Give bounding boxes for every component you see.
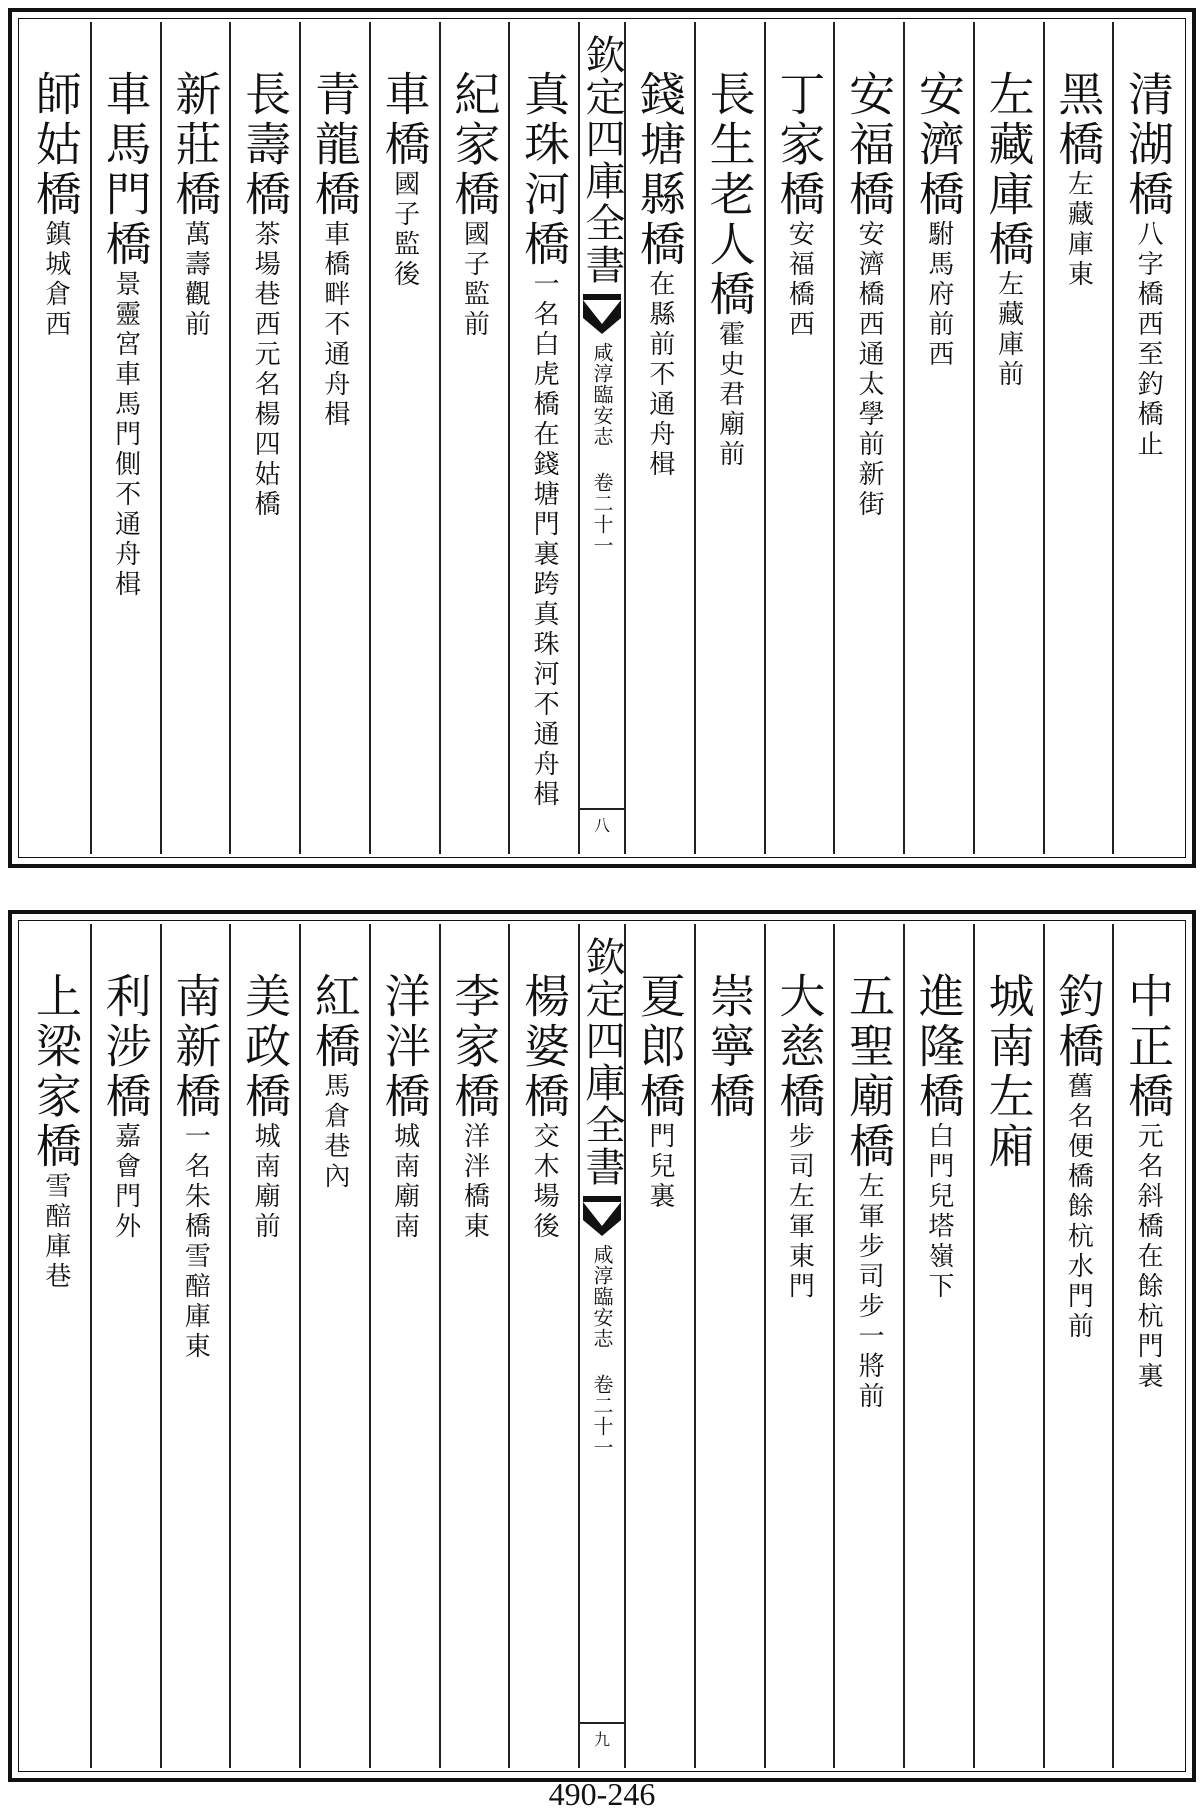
bridge-note: 左藏庫東 (1063, 170, 1094, 290)
center-divider (580, 808, 624, 810)
top-page (8, 8, 1196, 868)
bridge-name: 紅橋 (307, 972, 362, 1072)
bridge-note: 車橋畔不通舟楫 (319, 220, 350, 430)
bridge-name: 清湖橋 (1121, 70, 1176, 220)
center-fold-column (578, 924, 624, 1768)
bottom-page-columns (22, 924, 1182, 1768)
text-column (299, 22, 369, 854)
bridge-name: 車橋 (377, 70, 432, 170)
bridge-name: 車馬門橋 (98, 70, 153, 270)
bridge-note: 安濟橋西通太學前新街 (854, 220, 885, 520)
bridge-entry (238, 70, 293, 520)
center-divider (580, 1722, 624, 1724)
text-column (833, 22, 903, 854)
text-column (624, 924, 694, 1768)
bridge-entry (911, 70, 966, 370)
text-column (624, 22, 694, 854)
volume-label: 咸淳臨安志 卷二十一 (590, 1244, 614, 1458)
bridge-entry (28, 70, 83, 340)
bridge-note: 八字橋西至釣橋止 (1133, 220, 1164, 460)
text-column (22, 22, 90, 854)
bridge-name: 真珠河橋 (517, 70, 572, 270)
bridge-name: 丁家橋 (772, 70, 827, 220)
bridge-note: 城南廟南 (389, 1122, 420, 1242)
page-number: 八 (593, 816, 610, 835)
text-column (903, 22, 973, 854)
bridge-entry (377, 70, 432, 290)
text-column (299, 924, 369, 1768)
text-column (764, 924, 834, 1768)
page-number: 九 (593, 1730, 610, 1749)
text-column (90, 22, 160, 854)
bridge-entry (517, 972, 572, 1242)
bridge-note: 門兒裏 (644, 1122, 675, 1212)
bridge-entry (702, 972, 757, 1122)
bridge-entry (772, 972, 827, 1302)
bridge-entry (98, 70, 153, 600)
bridge-entry (98, 972, 153, 1242)
book-title: 欽定四庫全書 (579, 936, 625, 1188)
bridge-entry (772, 70, 827, 340)
bridge-entry (1121, 70, 1176, 460)
bridge-name: 黑橋 (1051, 70, 1106, 170)
text-column (160, 924, 230, 1768)
text-column (1043, 924, 1113, 1768)
text-column (160, 22, 230, 854)
bridge-name: 安濟橋 (911, 70, 966, 220)
bridge-note: 霍史君廟前 (714, 320, 745, 470)
bridge-note: 駙馬府前西 (923, 220, 954, 370)
text-column (439, 22, 509, 854)
bridge-entry (307, 972, 362, 1192)
text-column (22, 924, 90, 1768)
bridge-note: 馬倉巷內 (319, 1072, 350, 1192)
bridge-name: 夏郎橋 (632, 972, 687, 1122)
bridge-name: 五聖廟橋 (842, 972, 897, 1172)
bridge-name: 崇寧橋 (702, 972, 757, 1122)
bridge-entry (307, 70, 362, 430)
bridge-entry (842, 70, 897, 520)
bridge-note: 景靈宮車馬門側不通舟楫 (110, 270, 141, 600)
bridge-entry (447, 70, 502, 340)
bridge-entry (842, 972, 897, 1412)
text-column (903, 924, 973, 1768)
book-title: 欽定四庫全書 (579, 34, 625, 286)
bridge-entry (238, 972, 293, 1242)
bridge-note: 在縣前不通舟楫 (644, 270, 675, 480)
text-column (694, 22, 764, 854)
text-column (229, 22, 299, 854)
bridge-name: 李家橋 (447, 972, 502, 1122)
text-column (439, 924, 509, 1768)
bridge-name: 釣橋 (1051, 972, 1106, 1072)
bridge-name: 上梁家橋 (28, 972, 83, 1172)
bridge-name: 城南左廂 (981, 972, 1036, 1172)
bridge-note: 鎮城倉西 (40, 220, 71, 340)
bridge-name: 新莊橋 (168, 70, 223, 220)
bridge-name: 洋泮橋 (377, 972, 432, 1122)
text-column (694, 924, 764, 1768)
bridge-note: 左藏庫前 (993, 270, 1024, 390)
bridge-note: 元名斜橋在餘杭門裏 (1133, 1122, 1164, 1392)
bridge-note: 茶場巷西元名楊四姑橋 (250, 220, 281, 520)
bridge-name: 美政橋 (238, 972, 293, 1122)
bridge-entry (28, 972, 83, 1292)
text-column (1043, 22, 1113, 854)
text-column (833, 924, 903, 1768)
bridge-note: 城南廟前 (250, 1122, 281, 1242)
bridge-note: 嘉會門外 (110, 1122, 141, 1242)
text-column (508, 22, 578, 854)
bridge-note: 一名白虎橋在錢塘門裏跨真珠河不通舟楫 (529, 270, 560, 810)
fishtail-icon (583, 294, 621, 334)
top-page-columns (22, 22, 1182, 854)
bridge-entry (702, 70, 757, 470)
text-column (764, 22, 834, 854)
bridge-note: 一名朱橋雪醅庫東 (180, 1122, 211, 1362)
bridge-entry (1051, 70, 1106, 290)
bridge-entry (981, 70, 1036, 390)
bridge-name: 長生老人橋 (702, 70, 757, 320)
text-column (973, 924, 1043, 1768)
bridge-entry (377, 972, 432, 1242)
bridge-name: 長壽橋 (238, 70, 293, 220)
text-column (369, 22, 439, 854)
bridge-note: 步司左軍東門 (784, 1122, 815, 1302)
page-footer-number: 490-246 (548, 1776, 656, 1812)
bridge-entry (632, 70, 687, 480)
bridge-name: 大慈橋 (772, 972, 827, 1122)
text-column (1112, 924, 1182, 1768)
bridge-entry (447, 972, 502, 1242)
bridge-entry (517, 70, 572, 810)
text-column (369, 924, 439, 1768)
bridge-entry (1121, 972, 1176, 1392)
text-column (229, 924, 299, 1768)
bridge-note: 國子監前 (459, 220, 490, 340)
bridge-note: 舊名便橋餘杭水門前 (1063, 1072, 1094, 1342)
bridge-note: 安福橋西 (784, 220, 815, 340)
bridge-name: 紀家橋 (447, 70, 502, 220)
bottom-page (8, 910, 1196, 1782)
text-column (973, 22, 1043, 854)
bridge-entry (1051, 972, 1106, 1342)
bridge-entry (168, 70, 223, 340)
bridge-name: 楊婆橋 (517, 972, 572, 1122)
bridge-name: 進隆橋 (911, 972, 966, 1122)
bridge-name: 左藏庫橋 (981, 70, 1036, 270)
fishtail-icon (583, 1196, 621, 1236)
bridge-name: 師姑橋 (28, 70, 83, 220)
text-column (90, 924, 160, 1768)
volume-label: 咸淳臨安志 卷二十一 (590, 342, 614, 556)
text-column (1112, 22, 1182, 854)
bridge-name: 南新橋 (168, 972, 223, 1122)
text-column (508, 924, 578, 1768)
bridge-name: 安福橋 (842, 70, 897, 220)
bridge-entry (168, 972, 223, 1362)
bridge-name: 利涉橋 (98, 972, 153, 1122)
bridge-name: 中正橋 (1121, 972, 1176, 1122)
bridge-note: 萬壽觀前 (180, 220, 211, 340)
bridge-name: 錢塘縣橋 (632, 70, 687, 270)
bridge-note: 白門兒塔嶺下 (923, 1122, 954, 1302)
bridge-entry (911, 972, 966, 1302)
bridge-note: 洋泮橋東 (459, 1122, 490, 1242)
bridge-entry (981, 972, 1036, 1172)
bridge-note: 雪醅庫巷 (40, 1172, 71, 1292)
center-fold-column (578, 22, 624, 854)
bridge-name: 青龍橋 (307, 70, 362, 220)
bridge-note: 左軍步司步一將前 (854, 1172, 885, 1412)
bridge-note: 交木場後 (529, 1122, 560, 1242)
bridge-note: 國子監後 (389, 170, 420, 290)
bridge-entry (632, 972, 687, 1212)
